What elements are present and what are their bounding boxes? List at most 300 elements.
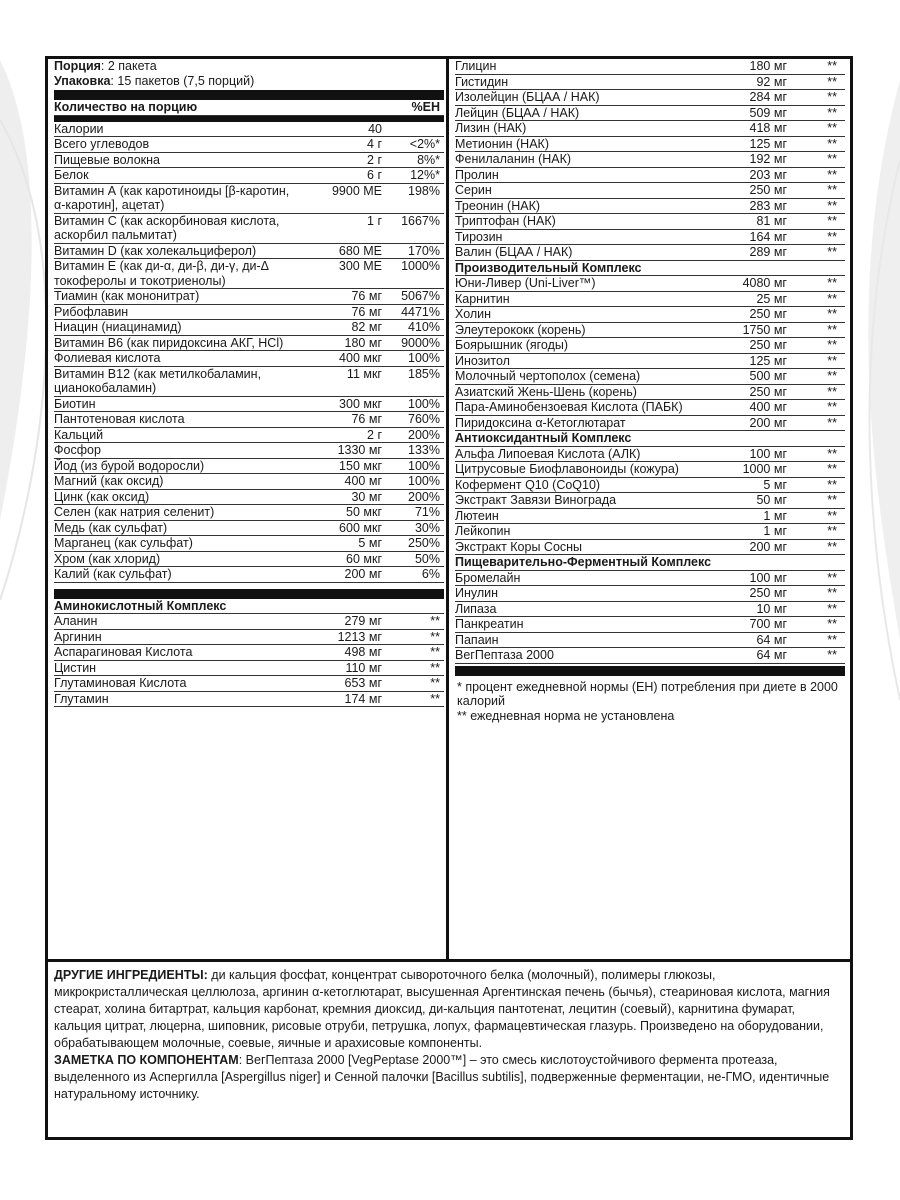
item-name: Боярышник (ягоды) <box>455 338 569 352</box>
item-name: Бромелайн <box>455 570 521 585</box>
item-amount: 50 мкг <box>346 505 382 519</box>
item-name: Аргинин <box>54 629 102 644</box>
item-daily-value: 71% <box>414 505 440 519</box>
item-amount: 283 мг <box>749 198 787 213</box>
item-daily-value: ** <box>827 617 837 631</box>
item-daily-value: ** <box>827 90 837 104</box>
item-amount: 400 мг <box>749 400 787 414</box>
nutrient-row <box>54 137 444 153</box>
amino-row <box>54 630 444 646</box>
item-daily-value: ** <box>827 121 837 135</box>
nutrient-row <box>54 168 444 184</box>
dv-label: %ЕН <box>411 100 440 114</box>
nutrient-row <box>54 214 444 244</box>
item-daily-value: 30% <box>414 520 440 535</box>
item-daily-value: 198% <box>408 183 440 198</box>
amino-list <box>54 614 444 707</box>
item-daily-value: 8%* <box>417 152 440 167</box>
item-name: Витамин D (как холекальциферол) <box>54 243 257 258</box>
item-name: ВегПептаза 2000 <box>455 648 554 662</box>
item-amount: 9900 МЕ <box>331 183 382 198</box>
amino-row <box>455 245 845 261</box>
item-amount: 200 мг <box>344 567 382 581</box>
item-amount: 1 г <box>367 213 382 228</box>
item-name: Магний (как оксид) <box>54 474 164 488</box>
item-name: Глутамин <box>54 691 109 706</box>
digest-section-title: Пищеварительно-Ферментный Комплекс <box>455 555 845 571</box>
serving-value: : 2 пакета <box>100 59 157 73</box>
antiox-list <box>455 447 845 556</box>
nutrient-row <box>54 153 444 169</box>
perf-list <box>455 276 845 431</box>
item-amount: 418 мг <box>749 121 787 135</box>
item-amount: 700 мг <box>749 617 787 631</box>
item-name: Элеутерококк (корень) <box>455 322 586 337</box>
nutrient-row <box>54 428 444 444</box>
item-amount: 5 мг <box>358 536 382 550</box>
item-name: Йод (из бурой водоросли) <box>54 458 205 473</box>
item-name: Витамин В6 (как пиридоксина АКГ, HCl) <box>54 335 284 350</box>
nutrient-row <box>54 443 444 459</box>
item-name: Кофермент Q10 (CoQ10) <box>455 477 601 492</box>
item-daily-value: 4471% <box>401 304 440 319</box>
item-amount: 25 мг <box>756 291 787 306</box>
item-amount: 92 мг <box>756 74 787 89</box>
item-amount: 180 мг <box>344 335 382 350</box>
item-amount: 680 МЕ <box>338 243 382 258</box>
item-amount: 300 мкг <box>339 396 382 411</box>
item-name: Инулин <box>455 586 499 600</box>
amino-list-continued <box>455 59 845 261</box>
item-daily-value: ** <box>827 183 837 197</box>
item-amount: 250 мг <box>749 384 787 399</box>
item-amount: 250 мг <box>749 338 787 352</box>
divider-bar <box>54 589 444 599</box>
perf-section-title: Производительный Комплекс <box>455 261 845 277</box>
item-name: Ниацин (ниацинамид) <box>54 320 182 334</box>
perf-row <box>455 400 845 416</box>
item-amount: 200 мг <box>749 539 787 554</box>
item-name: Пищевые волокна <box>54 152 160 167</box>
item-daily-value: 133% <box>408 443 440 457</box>
item-amount: 5 мг <box>763 477 787 492</box>
perf-row <box>455 276 845 292</box>
item-amount: 60 мкг <box>346 551 382 566</box>
item-name: Селен (как натрия селенит) <box>54 505 215 519</box>
item-amount: 400 мкг <box>339 351 382 365</box>
item-amount: 600 мкг <box>339 520 382 535</box>
other-ingredients-text <box>54 967 844 1052</box>
item-daily-value: 12%* <box>410 168 440 182</box>
item-name: Лейкопин <box>455 524 511 538</box>
item-daily-value: ** <box>827 105 837 120</box>
amino-row <box>455 183 845 199</box>
item-name: Аспарагиновая Кислота <box>54 645 193 659</box>
item-daily-value: ** <box>827 632 837 647</box>
item-name: Триптофан (НАК) <box>455 214 556 228</box>
amino-row <box>455 168 845 184</box>
item-amount: 250 мг <box>749 183 787 197</box>
item-daily-value: 185% <box>408 366 440 381</box>
item-amount: 509 мг <box>749 105 787 120</box>
item-amount: 2 г <box>367 427 382 442</box>
item-amount: 250 мг <box>749 586 787 600</box>
footnotes <box>455 676 845 724</box>
item-daily-value: ** <box>827 415 837 430</box>
item-amount: 400 мг <box>344 474 382 488</box>
amino-row <box>455 59 845 75</box>
item-amount: 100 мг <box>749 570 787 585</box>
nutrient-list <box>54 122 444 583</box>
item-name: Витамин С (как аскорбиновая кислота, аскорбил пальмитат) <box>54 213 280 242</box>
antiox-row <box>455 478 845 494</box>
item-amount: 2 г <box>367 152 382 167</box>
nutrient-row <box>54 351 444 367</box>
item-daily-value: ** <box>827 570 837 585</box>
item-daily-value: ** <box>827 384 837 399</box>
amount-label: Количество на порцию <box>54 100 198 114</box>
item-name: Биотин <box>54 396 96 411</box>
item-daily-value: ** <box>827 338 837 352</box>
perf-row <box>455 292 845 308</box>
item-daily-value: ** <box>430 645 440 659</box>
item-amount: 4080 мг <box>742 276 787 290</box>
item-daily-value: ** <box>827 446 837 461</box>
item-name: Цистин <box>54 660 97 675</box>
item-name: Калий (как сульфат) <box>54 567 172 581</box>
item-daily-value: 100% <box>408 474 440 488</box>
item-daily-value: ** <box>430 629 440 644</box>
note-text: : ВегПептаза 2000 [VegPeptase 2000™] – это смесь кислотоустойчивого фермента протеаза, выделенного из Аспергилла [Aspergillus niger] и Сенной палочки [Bacillus subtilis], подверженные ферментации, не-ГМО, идентичные натуральному источнику. <box>54 1053 830 1101</box>
nutrient-row <box>54 320 444 336</box>
nutrient-row <box>54 505 444 521</box>
amino-row <box>455 121 845 137</box>
digest-row <box>455 648 845 664</box>
item-name: Фосфор <box>54 443 101 457</box>
item-amount: 203 мг <box>749 167 787 182</box>
item-amount: 279 мг <box>344 614 382 628</box>
item-name: Лютеин <box>455 508 499 523</box>
perf-row <box>455 307 845 323</box>
nutrient-row <box>54 567 444 583</box>
item-daily-value: ** <box>827 353 837 368</box>
divider-bar <box>455 666 845 676</box>
package-value: : 15 пакетов (7,5 порций) <box>110 73 255 88</box>
item-name: Хром (как хлорид) <box>54 551 161 566</box>
amino-row <box>455 137 845 153</box>
digest-row <box>455 586 845 602</box>
item-name: Витамин В12 (как метилкобаламин, цианокобаламин) <box>54 366 262 395</box>
antiox-row <box>455 493 845 509</box>
item-amount: 200 мг <box>749 415 787 430</box>
item-daily-value: ** <box>430 676 440 690</box>
item-amount: 76 мг <box>351 304 382 319</box>
item-daily-value: 410% <box>408 320 440 334</box>
item-daily-value: 100% <box>408 396 440 411</box>
nutrient-row <box>54 289 444 305</box>
item-daily-value: ** <box>827 493 837 507</box>
item-daily-value: ** <box>827 291 837 306</box>
nutrient-row <box>54 474 444 490</box>
item-amount: 164 мг <box>749 229 787 244</box>
item-name: Лизин (НАК) <box>455 121 527 135</box>
column-divider <box>446 59 449 959</box>
item-daily-value: ** <box>430 660 440 675</box>
nutrient-row <box>54 397 444 413</box>
item-name: Гистидин <box>455 74 509 89</box>
item-amount: 6 г <box>367 168 382 182</box>
item-name: Азиатский Жень-Шень (корень) <box>455 384 637 399</box>
nutrient-row <box>54 521 444 537</box>
item-name: Юни-Ливер (Uni-Liver™) <box>455 276 596 290</box>
item-amount: 82 мг <box>351 320 382 334</box>
item-amount: 500 мг <box>749 369 787 383</box>
item-daily-value: ** <box>827 245 837 259</box>
item-daily-value: ** <box>827 307 837 321</box>
digest-row <box>455 571 845 587</box>
amino-row <box>455 199 845 215</box>
item-amount: 284 мг <box>749 90 787 104</box>
item-daily-value: 100% <box>408 351 440 365</box>
item-daily-value: ** <box>827 198 837 213</box>
nutrient-row <box>54 336 444 352</box>
item-daily-value: ** <box>827 539 837 554</box>
item-amount: 125 мг <box>749 136 787 151</box>
item-daily-value: ** <box>827 601 837 616</box>
supplement-facts-panel <box>45 56 853 1140</box>
digest-row <box>455 633 845 649</box>
amino-row <box>54 661 444 677</box>
item-daily-value: ** <box>827 322 837 337</box>
item-daily-value: ** <box>430 691 440 706</box>
item-daily-value: 200% <box>408 427 440 442</box>
amino-row <box>54 645 444 661</box>
item-name: Лейцин (БЦАА / НАК) <box>455 105 580 120</box>
item-daily-value: ** <box>827 462 837 476</box>
perf-row <box>455 354 845 370</box>
item-daily-value: ** <box>827 369 837 383</box>
nutrient-row <box>54 244 444 260</box>
digest-row <box>455 602 845 618</box>
item-name: Тиамин (как мононитрат) <box>54 289 200 303</box>
serving-label: Порция <box>54 59 101 73</box>
item-name: Марганец (как сульфат) <box>54 536 193 550</box>
item-amount: 498 мг <box>344 645 382 659</box>
item-amount: 1000 мг <box>742 462 787 476</box>
item-daily-value: ** <box>827 586 837 600</box>
divider-bar <box>54 90 444 100</box>
item-amount: 150 мкг <box>339 458 382 473</box>
nutrient-row <box>54 367 444 397</box>
digest-list <box>455 571 845 664</box>
nutrient-row <box>54 305 444 321</box>
perf-row <box>455 416 845 432</box>
component-note <box>54 1052 844 1103</box>
item-amount: 192 мг <box>749 152 787 166</box>
item-amount: 125 мг <box>749 353 787 368</box>
item-daily-value: 170% <box>408 243 440 258</box>
item-amount: 10 мг <box>756 601 787 616</box>
nutrient-row <box>54 490 444 506</box>
item-amount: 50 мг <box>756 493 787 507</box>
item-daily-value: ** <box>827 74 837 89</box>
item-daily-value: ** <box>827 59 837 73</box>
other-ingredients <box>54 967 844 1103</box>
perf-row <box>455 323 845 339</box>
amino-row <box>455 152 845 168</box>
item-amount: 100 мг <box>749 446 787 461</box>
antiox-row <box>455 462 845 478</box>
item-daily-value: 50% <box>414 551 440 566</box>
item-daily-value: ** <box>430 614 440 628</box>
item-name: Цинк (как оксид) <box>54 489 150 504</box>
footnote-2: ** ежедневная норма не установлена <box>457 708 675 723</box>
item-daily-value: 250% <box>408 536 440 550</box>
item-name: Холин <box>455 307 492 321</box>
item-daily-value: 100% <box>408 458 440 473</box>
item-name: Витамин А (как каротиноиды [β-каротин, α-каротин], ацетат) <box>54 183 290 212</box>
item-daily-value: <2%* <box>409 137 440 151</box>
antiox-row <box>455 447 845 463</box>
item-daily-value: ** <box>827 136 837 151</box>
item-amount: 76 мг <box>351 289 382 303</box>
item-amount: 30 мг <box>351 489 382 504</box>
item-amount: 653 мг <box>344 676 382 690</box>
antiox-row <box>455 540 845 556</box>
item-amount: 180 мг <box>749 59 787 73</box>
item-daily-value: 6% <box>421 567 440 581</box>
other-text: ди кальция фосфат, концентрат сывороточного белка (молочный), полимеры глюкозы, микрокристаллическая целлюлоза, аргинин α-кетоглютарат, высушенная Аргентинская печень (бычья), стеариновая кислота, магния стеарат, холина битартрат, кальция карбонат, кремния диоксид, ди-кальция пантотенат, лецитин (соевый), карнитина фумарат, кальция цитрат, люцерна, шиповник, рисовые отруби, петрушка, лопух, фармацевтическая глазурь. Произведено на оборудовании, обрабатывающем молочные, соевые, яичные и арахисовые компоненты. <box>54 968 830 1050</box>
amino-row <box>54 692 444 708</box>
nutrient-row <box>54 536 444 552</box>
item-name: Валин (БЦАА / НАК) <box>455 245 573 259</box>
item-name: Белок <box>54 168 89 182</box>
item-name: Панкреатин <box>455 617 524 631</box>
nutrient-row <box>54 459 444 475</box>
item-daily-value: 9000% <box>401 335 440 350</box>
item-amount: 110 мг <box>345 660 382 675</box>
item-amount: 1 мг <box>763 508 787 523</box>
item-name: Аланин <box>54 614 98 628</box>
digest-row <box>455 617 845 633</box>
item-amount: 1 мг <box>763 524 787 538</box>
amino-row <box>455 106 845 122</box>
item-name: Пантотеновая кислота <box>54 412 185 426</box>
item-name: Витамин Е (как ди-α, ди-β, ди-γ, ди-Δ токоферолы и токотриенолы) <box>54 259 269 288</box>
item-daily-value: 1000% <box>401 259 440 273</box>
amino-row <box>455 214 845 230</box>
nutrient-row <box>54 122 444 138</box>
nutrient-row <box>54 184 444 214</box>
amino-row <box>54 676 444 692</box>
nutrient-row <box>54 552 444 568</box>
item-daily-value: ** <box>827 229 837 244</box>
item-daily-value: ** <box>827 524 837 538</box>
item-daily-value: ** <box>827 508 837 523</box>
right-column <box>455 59 845 959</box>
item-daily-value: 5067% <box>401 289 440 303</box>
item-name: Медь (как сульфат) <box>54 520 168 535</box>
antiox-section-title: Антиоксидантный Комплекс <box>455 431 845 447</box>
item-amount: 300 МЕ <box>338 259 382 273</box>
amino-section-title: Аминокислотный Комплекс <box>54 599 444 615</box>
package-label: Упаковка <box>54 73 111 88</box>
amino-row <box>455 75 845 91</box>
amino-row <box>455 230 845 246</box>
item-amount: 76 мг <box>351 412 382 426</box>
item-amount: 1213 мг <box>337 629 382 644</box>
item-name: Глутаминовая Кислота <box>54 676 187 690</box>
item-daily-value: ** <box>827 276 837 290</box>
item-name: Глицин <box>455 59 497 73</box>
item-name: Всего углеводов <box>54 137 150 151</box>
item-name: Липаза <box>455 601 497 616</box>
item-name: Пролин <box>455 167 499 182</box>
item-daily-value: ** <box>827 152 837 166</box>
item-name: Калории <box>54 121 104 136</box>
item-name: Карнитин <box>455 291 510 306</box>
footnote-1: * процент ежедневной нормы (ЕН) потребления при диете в 2000 калорий <box>457 679 838 708</box>
item-name: Серин <box>455 183 492 197</box>
amino-row <box>455 90 845 106</box>
item-name: Тирозин <box>455 229 503 244</box>
item-name: Экстракт Коры Сосны <box>455 539 583 554</box>
serving-info <box>54 59 444 88</box>
item-amount: 289 мг <box>749 245 787 259</box>
item-amount: 64 мг <box>756 648 787 662</box>
item-name: Молочный чертополох (семена) <box>455 369 641 383</box>
item-name: Фенилаланин (НАК) <box>455 152 572 166</box>
item-daily-value: 760% <box>408 412 440 426</box>
item-daily-value: 200% <box>408 489 440 504</box>
item-name: Папаин <box>455 632 499 647</box>
nutrient-row <box>54 412 444 428</box>
item-daily-value: ** <box>827 214 837 228</box>
item-daily-value: 1667% <box>401 213 440 228</box>
item-name: Экстракт Завязи Винограда <box>455 493 617 507</box>
item-amount: 11 мкг <box>346 366 382 381</box>
item-daily-value: ** <box>827 400 837 414</box>
perf-row <box>455 338 845 354</box>
nutrient-row <box>54 259 444 289</box>
left-column <box>54 59 444 959</box>
perf-row <box>455 369 845 385</box>
item-name: Рибофлавин <box>54 304 129 319</box>
amount-header <box>54 100 444 116</box>
note-label: ЗАМЕТКА ПО КОМПОНЕНТАМ <box>54 1053 239 1067</box>
item-name: Пара-Аминобензоевая Кислота (ПАБК) <box>455 400 683 414</box>
item-name: Изолейцин (БЦАА / НАК) <box>455 90 600 104</box>
antiox-row <box>455 509 845 525</box>
item-name: Фолиевая кислота <box>54 351 161 365</box>
item-amount: 4 г <box>367 137 382 151</box>
item-name: Пиридоксина α-Кетоглютарат <box>455 415 626 430</box>
item-amount: 174 мг <box>344 691 382 706</box>
item-name: Альфа Липоевая Кислота (АЛК) <box>455 446 641 461</box>
item-amount: 1330 мг <box>337 443 382 457</box>
item-amount: 40 <box>368 121 382 136</box>
item-amount: 64 мг <box>756 632 787 647</box>
item-amount: 81 мг <box>756 214 787 228</box>
perf-row <box>455 385 845 401</box>
item-name: Кальций <box>54 427 104 442</box>
bottom-divider <box>48 959 850 962</box>
amino-row <box>54 614 444 630</box>
item-name: Метионин (НАК) <box>455 136 549 151</box>
item-amount: 250 мг <box>749 307 787 321</box>
item-name: Инозитол <box>455 353 510 368</box>
item-daily-value: ** <box>827 477 837 492</box>
